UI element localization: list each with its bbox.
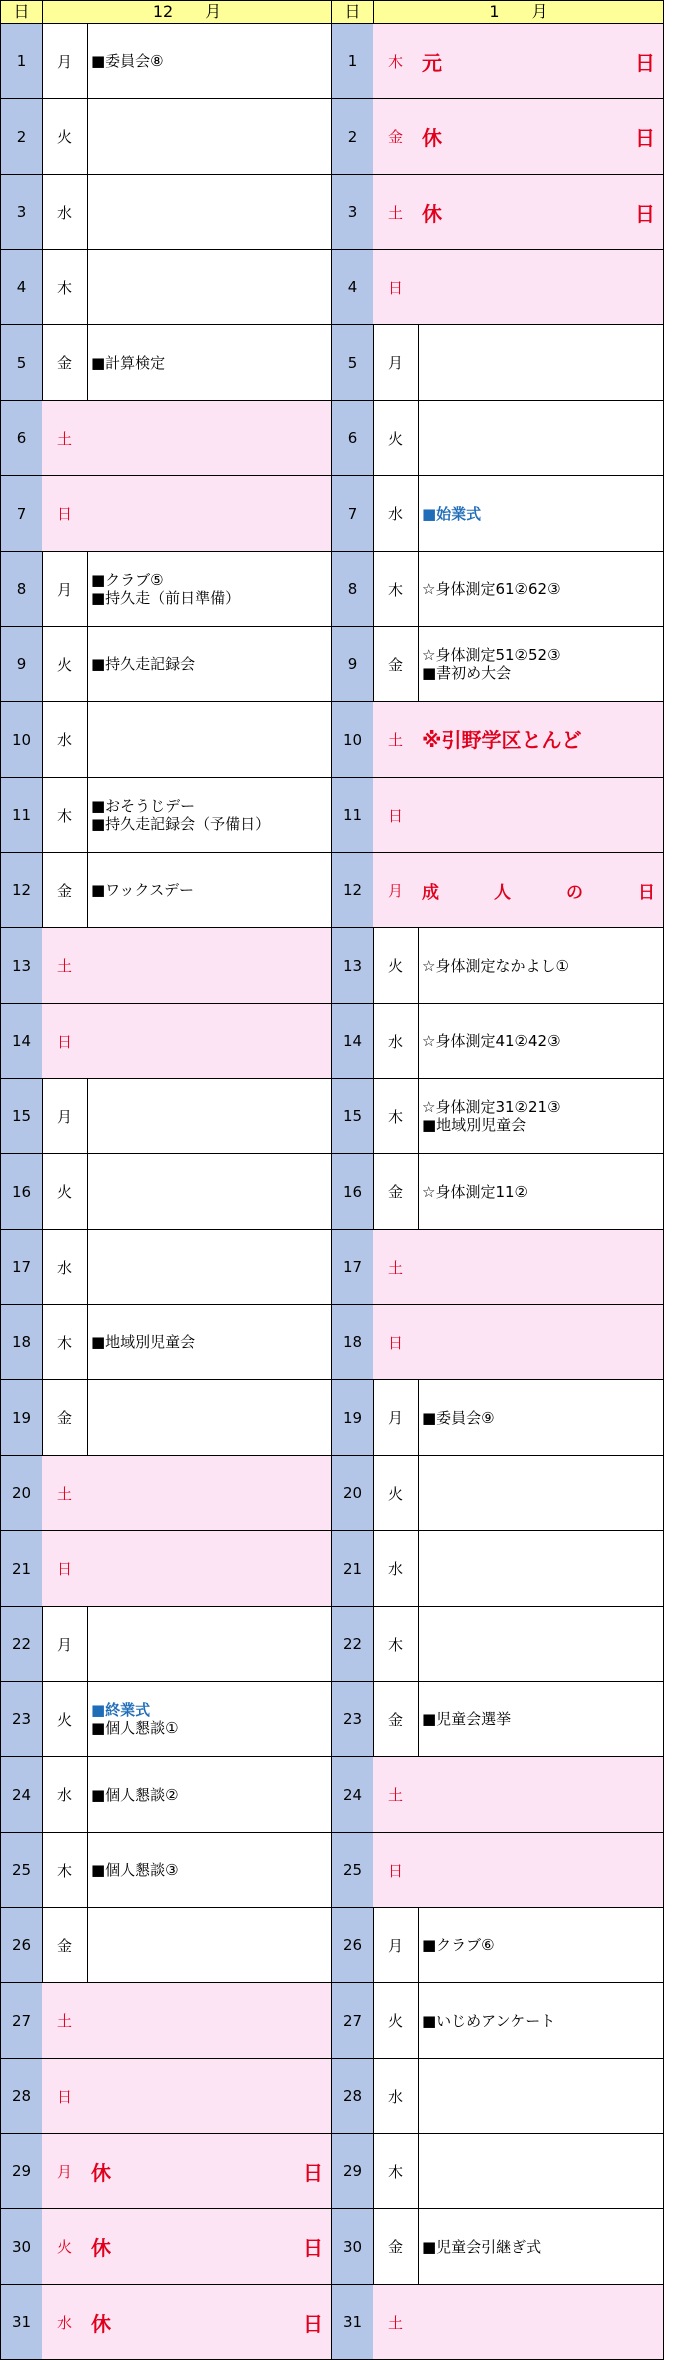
day-number-december: 25 (0, 1833, 43, 1908)
day-number-december: 21 (0, 1531, 43, 1607)
holiday-char: 人 (494, 882, 511, 903)
weekday-december: 月 (42, 24, 88, 99)
holiday-label (422, 47, 663, 76)
day-number-december: 8 (0, 552, 43, 627)
day-number-january: 12 (331, 853, 374, 928)
holiday-char: 休 (91, 2311, 111, 2336)
day-number-january: 8 (331, 552, 374, 627)
day-number-january: 17 (331, 1230, 374, 1305)
events-cell-january (418, 1833, 664, 1908)
events-cell-december (87, 2059, 332, 2134)
day-number-december: 3 (0, 175, 43, 250)
events-cell-december (87, 175, 332, 250)
day-number-december: 27 (0, 1983, 43, 2059)
weekday-january: 土 (373, 1230, 419, 1305)
weekday-january: 水 (373, 1531, 419, 1607)
events-cell-january (418, 1079, 664, 1154)
weekday-january: 火 (373, 1456, 419, 1531)
event-item: ■児童会引継ぎ式 (422, 2237, 542, 2256)
weekday-january: 木 (373, 24, 419, 99)
events-cell-january (418, 1983, 664, 2059)
day-number-january: 31 (331, 2285, 374, 2360)
header-day-label-january: 日 (331, 0, 374, 24)
holiday-label (91, 2232, 331, 2261)
events-cell-december (87, 24, 332, 99)
events-cell-december (87, 2285, 332, 2360)
weekday-december: 水 (42, 175, 88, 250)
day-number-december: 10 (0, 702, 43, 778)
weekday-january: 日 (373, 778, 419, 853)
weekday-december: 月 (42, 552, 88, 627)
day-number-january: 18 (331, 1305, 374, 1380)
event-item: ■計算検定 (91, 353, 166, 372)
holiday-label (422, 198, 663, 227)
events-cell-january (418, 325, 664, 401)
day-number-january: 24 (331, 1757, 374, 1833)
day-number-december: 13 (0, 928, 43, 1004)
weekday-january: 木 (373, 2134, 419, 2209)
weekday-january: 日 (373, 250, 419, 325)
day-number-january: 21 (331, 1531, 374, 1607)
header-month-december: 12 月 (42, 0, 332, 24)
day-number-january: 27 (331, 1983, 374, 2059)
header-day-label-december: 日 (0, 0, 43, 24)
weekday-december: 日 (42, 1004, 88, 1079)
day-number-january: 29 (331, 2134, 374, 2209)
day-number-december: 6 (0, 401, 43, 476)
event-item: ■終業式 (91, 1701, 151, 1719)
events-cell-december (87, 1456, 332, 1531)
events-cell-january (418, 1908, 664, 1983)
events-cell-december (87, 2209, 332, 2285)
events-cell-january (418, 99, 664, 175)
holiday-char: 日 (635, 50, 655, 75)
day-number-december: 14 (0, 1004, 43, 1079)
weekday-december: 火 (42, 2209, 88, 2285)
event-item: ■持久走記録会 (91, 655, 196, 673)
weekday-december: 月 (42, 1607, 88, 1682)
holiday-label (91, 2308, 331, 2337)
events-cell-december (87, 325, 332, 401)
weekday-january: 金 (373, 2209, 419, 2285)
events-cell-january (418, 1531, 664, 1607)
weekday-december: 日 (42, 2059, 88, 2134)
day-number-december: 28 (0, 2059, 43, 2134)
weekday-january: 水 (373, 1004, 419, 1079)
day-number-january: 15 (331, 1079, 374, 1154)
day-number-december: 24 (0, 1757, 43, 1833)
day-number-january: 10 (331, 702, 374, 778)
weekday-december: 日 (42, 1531, 88, 1607)
weekday-december: 木 (42, 250, 88, 325)
day-number-january: 16 (331, 1154, 374, 1230)
holiday-char: 休 (422, 126, 442, 150)
day-number-january: 9 (331, 627, 374, 702)
event-item: ■おそうじデー (91, 797, 196, 815)
events-cell-december (87, 1380, 332, 1456)
weekday-january: 日 (373, 1305, 419, 1380)
events-cell-january (418, 928, 664, 1004)
events-cell-december (87, 1531, 332, 1607)
day-number-january: 13 (331, 928, 374, 1004)
weekday-december: 金 (42, 1380, 88, 1456)
events-cell-january (418, 2285, 664, 2360)
weekday-december: 日 (42, 476, 88, 552)
events-cell-december (87, 2134, 332, 2209)
weekday-january: 月 (373, 1908, 419, 1983)
weekday-january: 金 (373, 627, 419, 702)
weekday-january: 木 (373, 552, 419, 627)
events-cell-january (418, 401, 664, 476)
weekday-december: 土 (42, 401, 88, 476)
events-cell-december (87, 928, 332, 1004)
weekday-december: 火 (42, 1154, 88, 1230)
day-number-january: 19 (331, 1380, 374, 1456)
holiday-label (422, 122, 663, 151)
day-number-december: 29 (0, 2134, 43, 2209)
events-cell-december (87, 1757, 332, 1833)
weekday-january: 水 (373, 476, 419, 552)
day-number-january: 4 (331, 250, 374, 325)
holiday-char: の (566, 882, 583, 903)
day-number-january: 14 (331, 1004, 374, 1079)
day-number-december: 4 (0, 250, 43, 325)
weekday-january: 土 (373, 702, 419, 778)
weekday-december: 水 (42, 2285, 88, 2360)
day-number-january: 22 (331, 1607, 374, 1682)
day-number-january: 30 (331, 2209, 374, 2285)
weekday-january: 土 (373, 175, 419, 250)
day-number-december: 5 (0, 325, 43, 401)
holiday-char: 日 (303, 2160, 323, 2185)
day-number-december: 31 (0, 2285, 43, 2360)
weekday-december: 月 (42, 1079, 88, 1154)
events-cell-december (87, 1154, 332, 1230)
day-number-january: 2 (331, 99, 374, 175)
holiday-char: 休 (91, 2160, 111, 2185)
weekday-december: 水 (42, 1757, 88, 1833)
events-cell-december (87, 401, 332, 476)
events-cell-january (418, 1456, 664, 1531)
day-number-december: 17 (0, 1230, 43, 1305)
day-number-january: 3 (331, 175, 374, 250)
day-number-january: 11 (331, 778, 374, 853)
day-number-december: 18 (0, 1305, 43, 1380)
weekday-january: 金 (373, 1682, 419, 1757)
weekday-december: 木 (42, 778, 88, 853)
events-cell-december (87, 1079, 332, 1154)
events-cell-december (87, 853, 332, 928)
events-cell-december (87, 1305, 332, 1380)
event-item: ■クラブ⑤ (91, 571, 164, 589)
events-cell-january (418, 2209, 664, 2285)
event-item: ■個人懇談① (91, 1719, 179, 1737)
day-number-december: 7 (0, 476, 43, 552)
weekday-january: 水 (373, 2059, 419, 2134)
event-item: ■個人懇談③ (91, 1861, 179, 1879)
holiday-char: 日 (635, 126, 655, 150)
weekday-december: 金 (42, 1908, 88, 1983)
day-number-january: 23 (331, 1682, 374, 1757)
events-cell-january (418, 1380, 664, 1456)
holiday-char: 日 (303, 2236, 323, 2260)
events-cell-december (87, 99, 332, 175)
day-number-december: 22 (0, 1607, 43, 1682)
day-number-december: 2 (0, 99, 43, 175)
events-cell-december (87, 1607, 332, 1682)
day-number-december: 30 (0, 2209, 43, 2285)
event-item: ■持久走記録会（予備日） (91, 815, 271, 833)
weekday-december: 水 (42, 1230, 88, 1305)
day-number-december: 20 (0, 1456, 43, 1531)
weekday-december: 水 (42, 702, 88, 778)
day-number-december: 19 (0, 1380, 43, 1456)
header-month-january: 1 月 (373, 0, 664, 24)
day-number-december: 11 (0, 778, 43, 853)
events-cell-december (87, 1983, 332, 2059)
events-cell-january (418, 853, 664, 928)
event-item: ☆身体測定31②21③ (422, 1098, 561, 1116)
event-item: ☆身体測定11② (422, 1182, 528, 1201)
weekday-december: 土 (42, 1983, 88, 2059)
day-number-december: 15 (0, 1079, 43, 1154)
events-cell-january (418, 24, 664, 99)
day-number-december: 23 (0, 1682, 43, 1757)
holiday-char: 日 (635, 201, 655, 226)
weekday-january: 金 (373, 99, 419, 175)
event-item: ■児童会選挙 (422, 1710, 512, 1728)
events-cell-december (87, 250, 332, 325)
events-cell-january (418, 627, 664, 702)
events-cell-january (418, 1230, 664, 1305)
day-number-december: 26 (0, 1908, 43, 1983)
weekday-december: 火 (42, 99, 88, 175)
events-cell-january (418, 250, 664, 325)
events-cell-january (418, 778, 664, 853)
events-cell-december (87, 1833, 332, 1908)
holiday-label (91, 2157, 331, 2186)
event-item: ■ワックスデー (91, 881, 194, 899)
events-cell-january (418, 2059, 664, 2134)
holiday-char: 休 (91, 2236, 111, 2260)
events-cell-january (418, 1004, 664, 1079)
weekday-january: 土 (373, 2285, 419, 2360)
day-number-january: 7 (331, 476, 374, 552)
weekday-january: 火 (373, 401, 419, 476)
event-item: ■個人懇談② (91, 1785, 179, 1804)
holiday-char: 日 (638, 882, 655, 903)
weekday-january: 土 (373, 1757, 419, 1833)
events-cell-december (87, 702, 332, 778)
events-cell-december (87, 627, 332, 702)
holiday-label (422, 878, 663, 903)
event-item: ☆身体測定61②62③ (422, 580, 561, 598)
weekday-january: 日 (373, 1833, 419, 1908)
event-item: ■いじめアンケート (422, 2011, 556, 2030)
event-item: ☆身体測定41②42③ (422, 1032, 561, 1050)
weekday-january: 月 (373, 853, 419, 928)
weekday-december: 火 (42, 627, 88, 702)
holiday-char: 成 (422, 882, 439, 903)
events-cell-january (418, 2134, 664, 2209)
weekday-january: 火 (373, 928, 419, 1004)
events-cell-december (87, 1004, 332, 1079)
weekday-december: 木 (42, 1305, 88, 1380)
event-item: ■地域別児童会 (91, 1333, 196, 1351)
day-number-january: 6 (331, 401, 374, 476)
day-number-december: 1 (0, 24, 43, 99)
event-item: ☆身体測定51②52③ (422, 646, 561, 664)
events-cell-january (418, 552, 664, 627)
holiday-char: 日 (303, 2311, 323, 2336)
event-item: ☆身体測定なかよし① (422, 956, 569, 975)
event-item: ■委員会⑨ (422, 1408, 495, 1427)
weekday-january: 木 (373, 1079, 419, 1154)
events-cell-january (418, 1757, 664, 1833)
event-item: ■始業式 (422, 504, 482, 523)
event-item: ■クラブ⑥ (422, 1936, 495, 1954)
events-cell-january (418, 1305, 664, 1380)
weekday-december: 金 (42, 325, 88, 401)
events-cell-january (418, 702, 664, 778)
weekday-december: 土 (42, 1456, 88, 1531)
events-cell-january (418, 1682, 664, 1757)
weekday-december: 月 (42, 2134, 88, 2209)
day-number-january: 25 (331, 1833, 374, 1908)
events-cell-january (418, 1607, 664, 1682)
day-number-december: 12 (0, 853, 43, 928)
weekday-december: 金 (42, 853, 88, 928)
holiday-char: 元 (422, 50, 442, 75)
weekday-january: 木 (373, 1607, 419, 1682)
event-item: ■書初め大会 (422, 664, 512, 682)
day-number-december: 9 (0, 627, 43, 702)
event-item: ■持久走（前日準備） (91, 589, 241, 607)
event-item: ■地域別児童会 (422, 1116, 527, 1134)
holiday-char: 休 (422, 201, 442, 226)
events-cell-december (87, 778, 332, 853)
day-number-december: 16 (0, 1154, 43, 1230)
event-item: ■委員会⑧ (91, 52, 164, 70)
day-number-january: 20 (331, 1456, 374, 1531)
events-cell-december (87, 552, 332, 627)
weekday-january: 金 (373, 1154, 419, 1230)
day-number-january: 28 (331, 2059, 374, 2134)
events-cell-december (87, 1908, 332, 1983)
events-cell-december (87, 476, 332, 552)
weekday-december: 火 (42, 1682, 88, 1757)
weekday-january: 月 (373, 1380, 419, 1456)
events-cell-january (418, 476, 664, 552)
weekday-december: 木 (42, 1833, 88, 1908)
events-cell-january (418, 175, 664, 250)
event-item: ※引野学区とんど (422, 727, 582, 752)
weekday-january: 火 (373, 1983, 419, 2059)
day-number-january: 5 (331, 325, 374, 401)
weekday-december: 土 (42, 928, 88, 1004)
events-cell-december (87, 1230, 332, 1305)
day-number-january: 26 (331, 1908, 374, 1983)
weekday-january: 月 (373, 325, 419, 401)
events-cell-december (87, 1682, 332, 1757)
events-cell-january (418, 1154, 664, 1230)
day-number-january: 1 (331, 24, 374, 99)
